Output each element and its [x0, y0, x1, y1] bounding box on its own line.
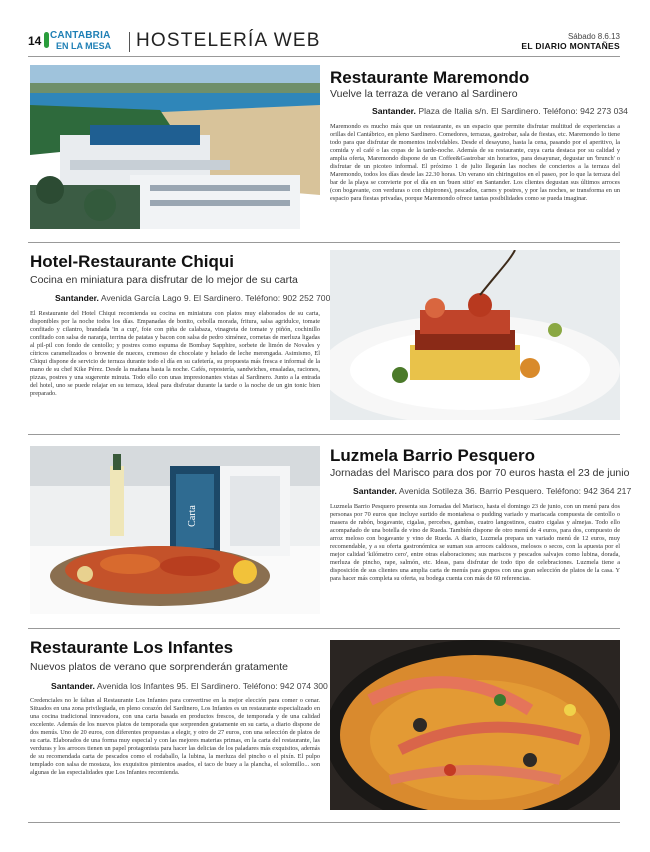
article-separator [28, 242, 620, 243]
article-title: Restaurante Maremondo [330, 68, 530, 87]
address-city: Santander. [372, 106, 416, 116]
article-separator [28, 434, 620, 435]
address-text: Avenida Sotileza 36. Barrio Pesquero. Teléfono: 942 364 217 [398, 486, 632, 496]
header-divider [129, 32, 130, 52]
page-bottom-rule [28, 822, 620, 823]
logo-line2: EN LA MESA [56, 41, 112, 51]
article-title: Hotel-Restaurante Chiqui [30, 252, 235, 271]
address-text: Avenida García Lago 9. El Sardinero. Teléfono: 902 252 700 [100, 293, 331, 303]
address-text: Plaza de Italia s/n. El Sardinero. Teléfono: 942 273 034 [418, 106, 628, 116]
article-subtitle: Vuelve la terraza de verano al Sardinero [330, 88, 518, 100]
luzmela-seafood-photo [30, 446, 320, 614]
leaf-icon [44, 32, 49, 48]
maremondo-photo [30, 65, 320, 229]
article-address [353, 486, 631, 496]
issue-date: Sábado 8.6.13 [567, 32, 620, 41]
section-title: HOSTELERÍA WEB [136, 30, 321, 51]
address-city: Santander. [353, 486, 397, 496]
article-body: Credenciales no le faltan al Restaurante Los Infantes para convertirse en la mejor elección para comer o cenar. Situados en una zona privilegiada, en pleno corazón del Sardinero, Los Infantes es un restaurante especializado en una cocina tradicional innovadora, con una carta basada en productos frescos, de temporada y de una calidad excelente. Además de los nuevos platos de temporada que sorprenden gratamente en su carta, a diario dispone de dos menús. Uno de 20 euros, con diferentes propuestas a elegir, y otro de 27 euros, con una selección de platos de su carta. Elaborados de una forma muy especial y con las mejores materias primas, en la carta del restaurante, las verduras y los arroces tienen un papel protagonista para hacer las delicias de los paladares más exquisitos, además de su recomendada carta de pescados como el rodaballo, la lubina, la merluza del pincho o el pixín. El pulpo templado con salsa de mostaza, los exquisitos pimientos asados, el taco de buey a la plancha, el solomillo... son algunas de las especialidades que Los Infantes recomienda. [30, 697, 320, 777]
article-title: Restaurante Los Infantes [30, 638, 234, 657]
article-subtitle: Cocina en miniatura para disfrutar de lo mejor de su carta [30, 274, 298, 286]
logo-line1: CANTABRIA [50, 30, 111, 41]
address-text: Avenida los Infantes 95. El Sardinero. Teléfono: 942 074 300 [96, 681, 328, 691]
article-body: El Restaurante del Hotel Chiqui recomienda su cocina en miniatura con platos muy elaborados de su carta, disponibles por la noche todos los días. Empanadas de bonito, cebolla morada, fritura, salsa agridulce, tomate confitado y cilantro, brandada 'in a cup', foie con piña de calabaza, vinagreta de tomate y piñón, cochinillo confitado con salsa de naranja, terrina de patatas y bacon con salsa de pedro ximénez, cornetas de merluza ligadas al pil-pil con fondo de centollo; y postres como espuma de Bombay Sapphire, sorbete de limón de Novales y cítricos caramelizados o brownie de nueces, cremoso de chocolate y helado de leche merengada. Asimismo, El Chiqui dispone de servicio de terraza durante todo el día en su cafetería, su propuesta más fresca e informal de la mano de su chef Kike Pérez. Desde la mañana hasta la noche. Cafés, repostería, sandwiches, ensaladas, raciones, pizzas, postres y una sugerente minuta. Todo ello con unas impresionantes vistas al Sardinero. Junto a la entrada del hotel, uno se puede relajar en su terraza, ideal para disfrutar durante la tarde o la noche de un gin tonic bien preparado. [30, 310, 320, 398]
article-address [372, 106, 628, 116]
article-separator [28, 628, 620, 629]
article-subtitle: Nuevos platos de verano que sorprenderán gratamente [30, 661, 288, 673]
chiqui-dish-photo [330, 250, 620, 420]
article-subtitle: Jornadas del Marisco para dos por 70 euros hasta el 23 de junio [330, 467, 630, 479]
section-logo [44, 30, 124, 52]
header-rule [28, 56, 620, 57]
menu-card-text: Carta [187, 505, 198, 527]
article-address [51, 681, 328, 691]
paella-photo [330, 640, 620, 810]
article-body: Luzmela Barrio Pesquero presenta sus Jornadas del Marisco, hasta el domingo 23 de junio, con un menú para dos personas por 70 euros que incluye surtido de montañesa o pudding variado y mariscada compuesta de centollo o masera de rabón, bogavante, cigalas, percebes, gambas, cuatro langostinos, cuatro cigalas y almejas. Todo ello acompañado de una botella de vino de Rueda. También dispone de otro menú de 4 euros, para dos, compuesto de arroz meloso con bogavante y vino de Rueda. A diario, Luzmela prepara un variado menú de 12 euros, muy recomendable, y a su oferta gastronómica se suman sus arroces caldosos, melosos o secos, con la apuesta por el mejor calidad 'kilómetro cero', entre otras elaboraciones; sus mariscos y pescados salvajes como lubina, dorada, merluza de pincho, rape, salmón, etc. Ideas, para disfrutar de todo tipo de celebraciones. Luzmela tiene a disposición de sus clientes una amplia carta de menús para grupos con una gran selección de platos de la casa. Y para hacer más completa su oferta, su bodega cuenta con más de 60 referencias. [330, 503, 620, 583]
article-title: Luzmela Barrio Pesquero [330, 446, 536, 465]
address-city: Santander. [55, 293, 99, 303]
article-address [55, 293, 330, 303]
newspaper-name: EL DIARIO MONTAÑES [521, 41, 620, 51]
page-number: 14 [28, 34, 42, 48]
article-body: Maremondo es mucho más que un restaurante, es un espacio que permite disfrutar multitud de experiencias a orillas del Cantábrico, en pleno Sardinero. Comedores, terrazas, gastrobar, sala de fiestas, etc. Maremondo lo tiene todo para que disfrutar de momentos inolvidables. Desde el desayuno, hasta la cena, pasando por el aperitivo, la comida y el café o las copas de la tarde-noche. Además de su restaurante, cuya carta destaca por su calidad y amplia oferta, Maremondo dispone de un Coffee&Gastrobar sin horarios, para desayunar, degustar un 'brunch' o disfrutar de un picoteo informal. El próximo 1 de julio llegarán las noches de conciertos a la terraza del Maremondo, todos los días desde las 22.30 horas. Un verano sin chiringuitos en el paseo, por lo que la terraza del bar de la playa se convierte por el día en un 'buen sitio' en Santander. Los clientes degustan sus últimos arroces (con bogavante, con verduras o con chipirones), pescados, carnes y postres, y por las noches, se transforma en un espacio para fiestas privadas, porque Maremondo ofrece tantas posibilidades como se pueda imaginar. [330, 123, 620, 203]
address-city: Santander. [51, 681, 95, 691]
